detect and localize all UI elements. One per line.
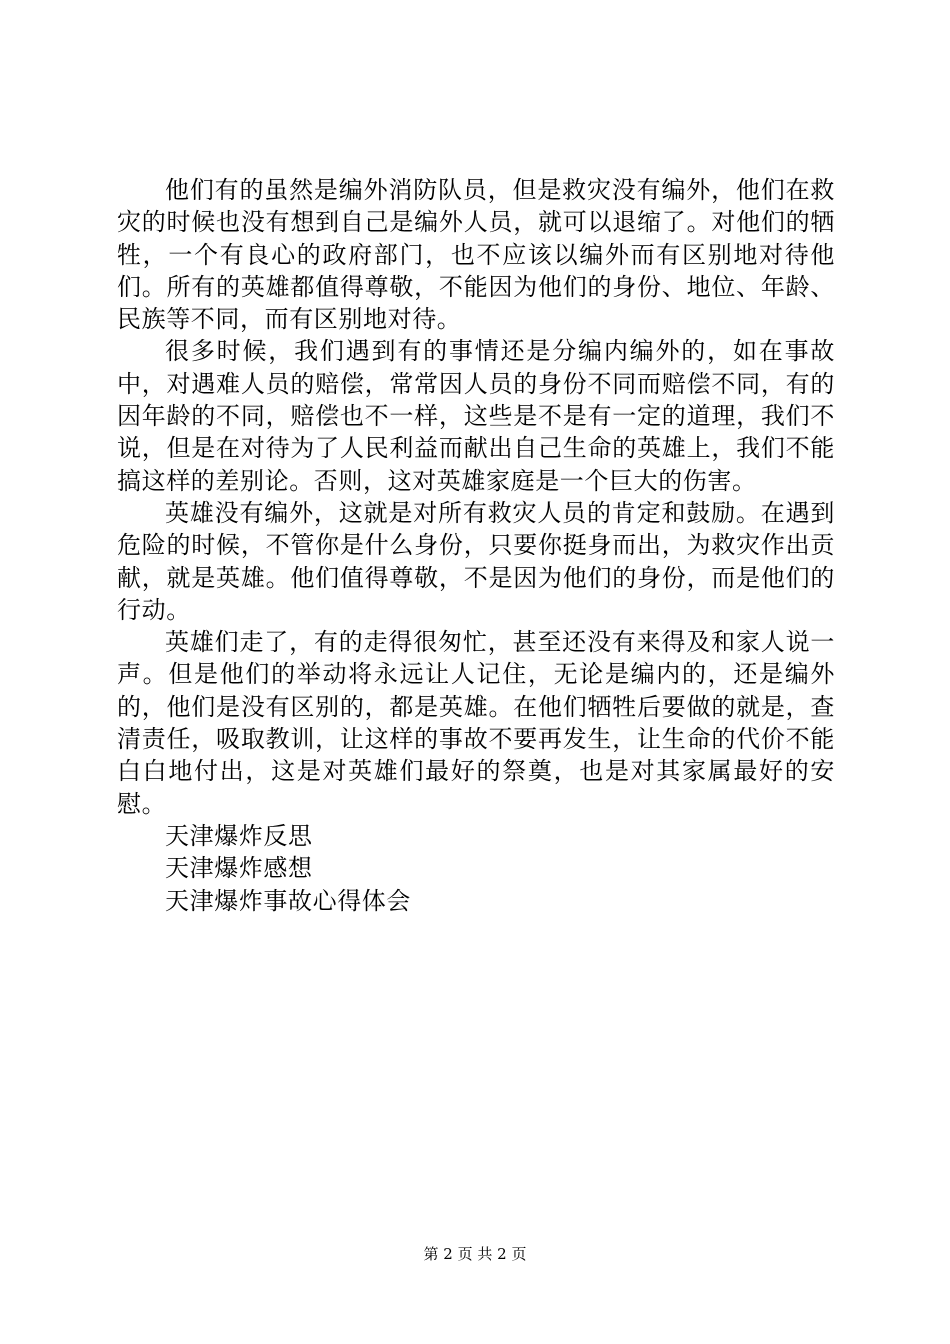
body-paragraph-2: 很多时候，我们遇到有的事情还是分编内编外的，如在事故中，对遇难人员的赔偿，常常因人员的身份不同而赔偿不同，有的因年龄的不同，赔偿也不一样，这些是不是有一定的道理，我们不说，但是在对待为了人民利益而献出自己生命的英雄上，我们不能搞这样的差别论。否则，这对英雄家庭是一个巨大的伤害。 bbox=[117, 337, 835, 495]
page-number-footer: 第 2 页 共 2 页 bbox=[423, 1245, 527, 1263]
related-title-3: 天津爆炸事故心得体会 bbox=[165, 886, 411, 915]
related-title-1: 天津爆炸反思 bbox=[165, 821, 313, 850]
body-paragraph-4: 英雄们走了，有的走得很匆忙，甚至还没有来得及和家人说一声。但是他们的举动将永远让人记住，无论是编内的，还是编外的，他们是没有区别的，都是英雄。在他们牺牲后要做的就是，查清责任，吸取教训，让这样的事故不要再发生，让生命的代价不能白白地付出，这是对英雄们最好的祭奠，也是对其家属最好的安慰。 bbox=[117, 628, 835, 818]
body-paragraph-1: 他们有的虽然是编外消防队员，但是救灾没有编外，他们在救灾的时候也没有想到自己是编外人员，就可以退缩了。对他们的牺牲，一个有良心的政府部门，也不应该以编外而有区别地对待他们。所有的英雄都值得尊敬，不能因为他们的身份、地位、年龄、民族等不同，而有区别地对待。 bbox=[117, 176, 835, 334]
body-paragraph-3: 英雄没有编外，这就是对所有救灾人员的肯定和鼓励。在遇到危险的时候，不管你是什么身份，只要你挺身而出，为救灾作出贡献，就是英雄。他们值得尊敬，不是因为他们的身份，而是他们的行动。 bbox=[117, 498, 835, 624]
document-body bbox=[117, 174, 835, 917]
related-title-2: 天津爆炸感想 bbox=[165, 854, 313, 883]
